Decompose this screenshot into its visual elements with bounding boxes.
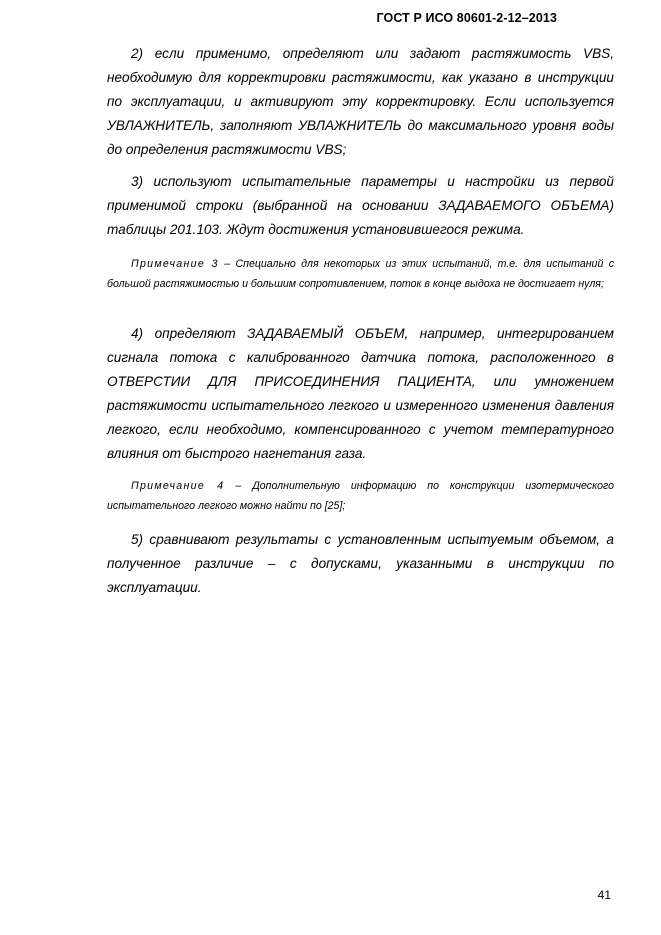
- paragraph-item-4-text: 4) определяют ЗАДАВАЕМЫЙ ОБЪЕМ, например, интегрированием сигнала потока с калиброванного датчика потока, расположенного в ОТВЕРСТИИ ДЛЯ ПРИСОЕДИНЕНИЯ ПАЦИЕНТА, или умножением растяжимости испытательного легкого и измеренного изменения давления легкого, если необходимо, компенсированного с учетом температурного влияния от быстрого нагнетания газа.: [107, 326, 614, 461]
- note-3-text: – Специально для некоторых из этих испытаний, т.е. для испытаний с большой растяжимостью и большим сопротивлением, поток в конце выдоха не достигает нуля;: [107, 258, 614, 290]
- paragraph-item-2-text: 2) если применимо, определяют или задают растяжимость VBS, необходимую для корректировки растяжимости, как указано в инструкции по эксплуатации, и активируют эту корректировку. Если используется УВЛАЖНИТЕЛЬ, заполняют УВЛАЖНИТЕЛЬ до максимального уровня воды до определения растяжимости VBS;: [107, 46, 614, 157]
- note-4-text: – Дополнительную информацию по конструкции изотермического испытательного легкого можно найти по [25];: [107, 480, 614, 512]
- paragraph-item-5-text: 5) сравнивают результаты с установленным испытуемым объемом, а полученное различие – с допусками, указанными в инструкции по эксплуатации.: [107, 532, 614, 595]
- paragraph-item-3-text: 3) используют испытательные параметры и настройки из первой применимой строки (выбранной на основании ЗАДАВАЕМОГО ОБЪЕМА) таблицы 201.103. Ждут достижения установившегося режима.: [107, 174, 614, 237]
- note-4: [107, 477, 614, 516]
- note-4-label: Примечание 4: [131, 480, 225, 492]
- page-number: 41: [597, 888, 611, 902]
- paragraph-item-5: [107, 528, 614, 600]
- paragraph-item-4: [107, 322, 614, 466]
- note-3-label: Примечание 3: [131, 258, 219, 270]
- document-header: ГОСТ Р ИСО 80601-2-12–2013: [376, 11, 557, 25]
- paragraph-item-3: [107, 170, 614, 242]
- note-3: [107, 255, 614, 294]
- paragraph-item-2: [107, 42, 614, 162]
